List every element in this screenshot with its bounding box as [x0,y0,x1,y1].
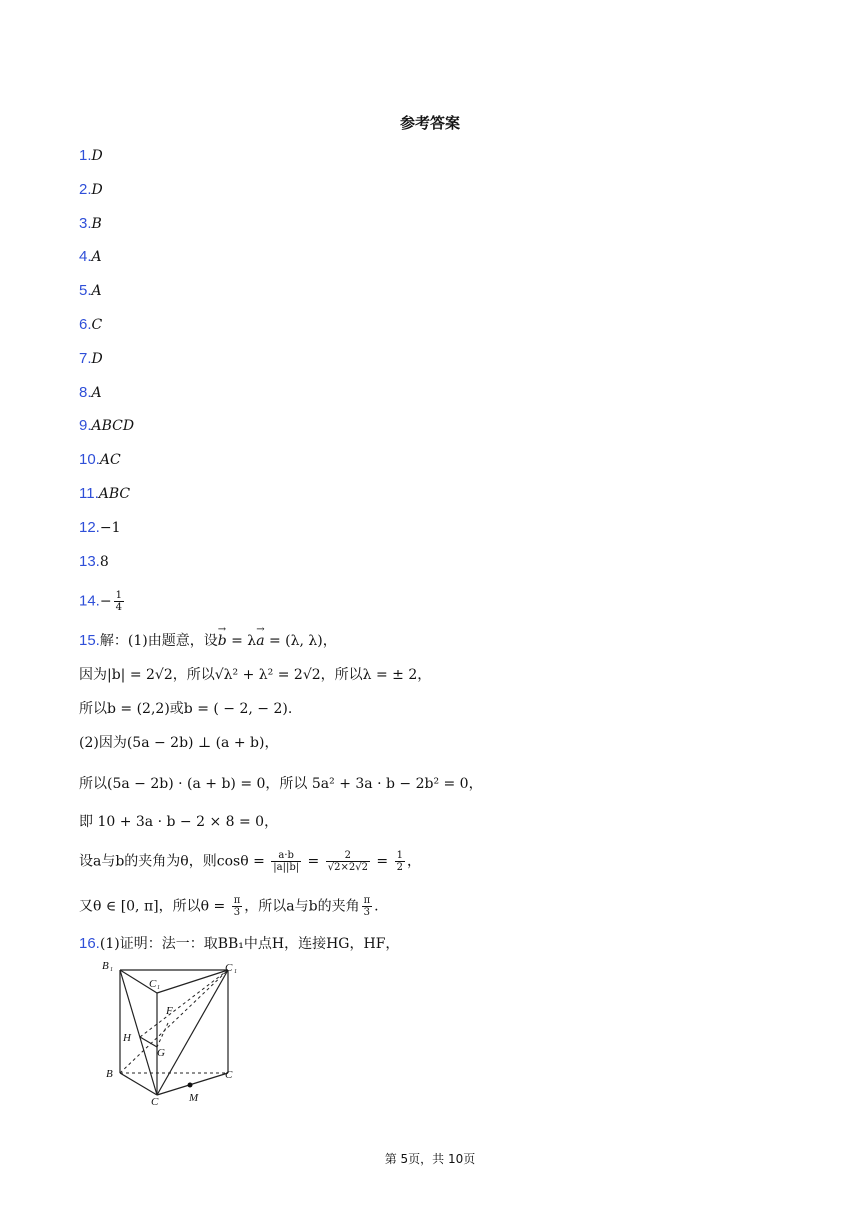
answer-number: 13. [79,553,100,570]
label-c1b-sub: 1 [234,969,237,975]
label-b1-sub: 1 [110,967,113,973]
answer-value: ABC [98,486,131,502]
label-g: G [157,1047,165,1059]
prism-figure [95,955,255,1105]
fraction-denominator: 3 [363,907,371,918]
fraction-denominator: |a||b| [273,862,300,873]
answer-row [79,180,103,200]
text: 又θ ∈ [0, π]，所以θ = [79,898,230,915]
text: = [303,853,324,870]
answer-value: D [91,148,103,164]
fraction-denominator: 3 [233,907,241,918]
answer-value: ABCD [91,418,135,434]
answer-value: C [91,317,103,333]
fraction-numerator: 1 [396,850,403,861]
label-c: C [151,1096,159,1105]
answer-row [79,281,102,301]
answer-number: 9. [79,417,92,434]
fraction-denominator: 2 [396,862,403,873]
text: . [374,898,379,915]
label-c1b: C [225,962,233,974]
text: ，所以a与b的夹角 [244,898,360,915]
answer-value: AC [99,452,121,468]
q15-line-6: 即 10 + 3a · b − 2 × 8 = 0， [79,814,279,830]
vector-b: → b [218,631,227,651]
label-b: B [106,1068,113,1080]
fraction [114,590,124,613]
answer-number: 2. [79,181,92,198]
answer-row [79,383,102,403]
answer-row [79,247,102,267]
answer-number: 8. [79,384,92,401]
answer-row [79,315,102,335]
fraction-denominator: 4 [115,602,122,613]
answer-value: A [91,283,102,299]
q15-line-5: 所以(5a − 2b) · (a + b) = 0，所以 5a² + 3a · b − 2b² = 0， [79,776,483,792]
page-title: 参考答案 [399,114,460,132]
answer-value: −1 [99,520,121,536]
text: = λ [226,633,257,649]
text: (1)证明：法一：取BB₁中点H，连接HG，HF， [99,936,400,952]
text: ， [406,853,421,870]
label-f: F [166,1005,173,1017]
fraction [271,850,301,873]
answer-value: D [91,182,103,198]
q15-line-8 [79,895,379,918]
answer-value: D [91,351,103,367]
fraction [395,850,405,873]
answer-number: 15. [79,632,100,649]
label-m: M [189,1092,199,1104]
q15-line-3: 所以b = (2,2)或b = ( − 2, − 2). [79,701,293,717]
q15-line-4: (2)因为(5a − 2b) ⊥ (a + b)， [79,735,279,751]
fraction-numerator: 2 [326,850,370,862]
answer-number: 5. [79,282,92,299]
hidden-edge [120,970,228,1073]
hidden-edge [157,1023,168,1047]
answer-number: 3. [79,215,92,232]
fraction-numerator: a·b [271,850,301,862]
answer-value: 8 [99,554,109,570]
answer-number: 1. [79,147,92,164]
label-c1: C [149,978,157,990]
text: 设a与b的夹角为θ，则cosθ = [79,853,270,870]
q15-line-1 [79,631,337,651]
answer-number: 10. [79,451,100,468]
answer-value: A [91,385,102,401]
answer-number: 6. [79,316,92,333]
text: = (λ, λ)， [264,633,337,649]
fraction-denominator: √2×2√2 [327,862,368,873]
point-m [188,1083,193,1088]
text: = [371,853,393,870]
label-c-right: C [225,1069,233,1081]
q16-line-1 [79,934,399,954]
answer-number: 16. [79,935,100,952]
page-footer: 第 5页，共 10页 [384,1152,476,1166]
answer-row [79,214,102,234]
answer-number: 14. [79,592,100,610]
answer-number: 11. [79,485,99,502]
fraction-numerator: π [363,895,371,906]
fraction-numerator: 1 [115,590,122,601]
answer-row [79,552,109,572]
answer-row [79,518,121,538]
answer-value: B [91,216,102,232]
q15-line-2: 因为|b| = 2√2，所以√λ² + λ² = 2√2，所以λ = ± 2， [79,667,432,683]
answer-row [79,416,134,436]
answer-row [79,146,103,166]
fraction [362,895,373,918]
label-b1: B [102,960,109,972]
answer-number: 12. [79,519,100,536]
q15-line-7 [79,850,421,873]
fraction [232,895,243,918]
vector-a: → a [256,631,264,651]
answer-number: 7. [79,350,92,367]
fraction [326,850,370,873]
fraction-numerator: π [233,895,241,906]
answer-value: A [91,249,102,265]
answer-row [79,349,103,369]
answer-14 [79,590,126,613]
answer-number: 4. [79,248,92,265]
answer-sign: − [99,593,112,610]
label-h: H [123,1032,131,1044]
answer-row [79,450,121,470]
text: 解：(1)由题意，设 [99,633,218,649]
answer-row [79,484,130,504]
label-c1-sub: 1 [157,985,160,991]
